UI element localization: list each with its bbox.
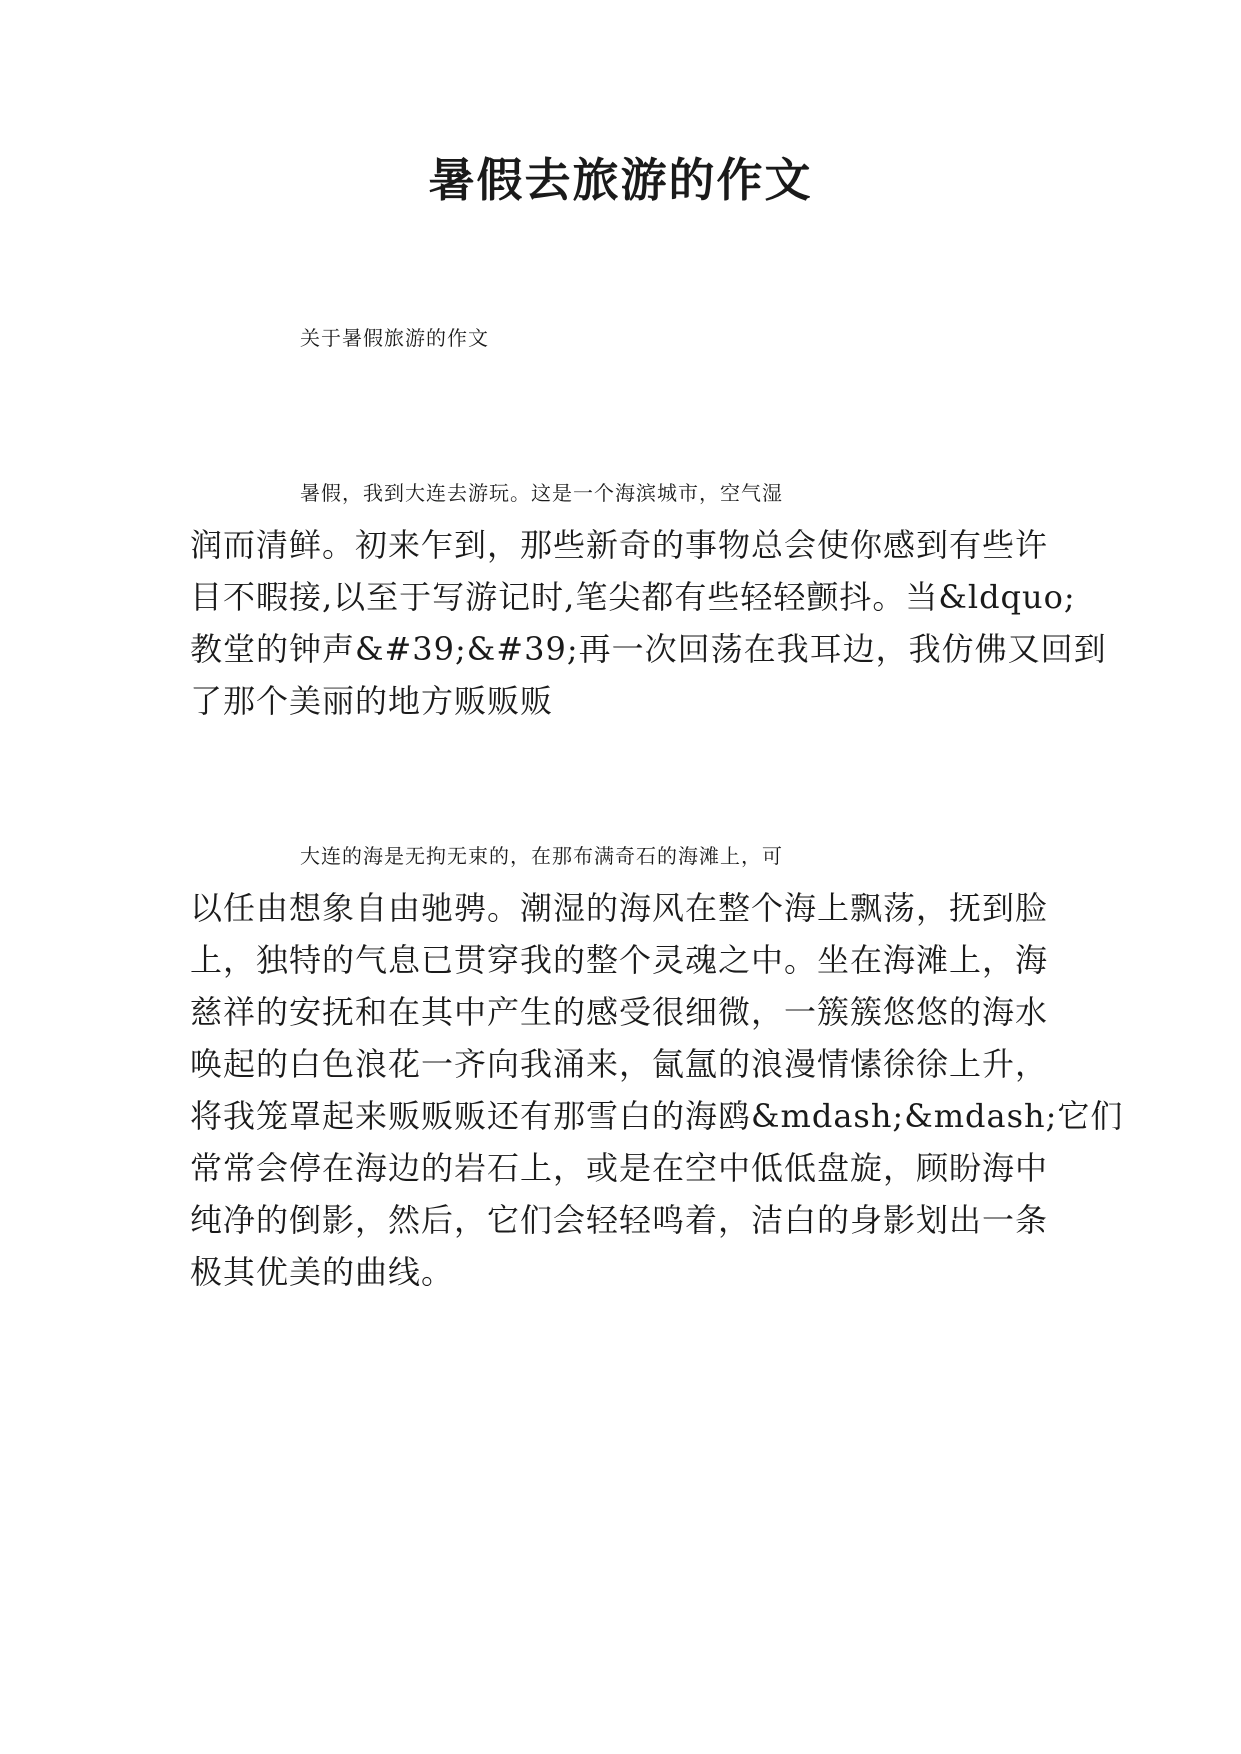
- paragraph-line: 慈祥的安抚和在其中产生的感受很细微，一簇簇悠悠的海水: [190, 993, 1049, 1031]
- paragraph-line: 上，独特的气息已贯穿我的整个灵魂之中。坐在海滩上，海: [190, 941, 1049, 979]
- paragraph-line: 暑假，我到大连去游玩。这是一个海滨城市，空气湿: [300, 481, 783, 505]
- paragraph-line: 以任由想象自由驰骋。潮湿的海风在整个海上飘荡，抚到脸: [190, 889, 1049, 927]
- document-subtitle: 关于暑假旅游的作文: [300, 326, 489, 350]
- paragraph-line: 润而清鲜。初来乍到，那些新奇的事物总会使你感到有些许: [190, 526, 1049, 564]
- paragraph-line: 唤起的白色浪花一齐向我涌来，氤氲的浪漫情愫徐徐上升，: [190, 1045, 1049, 1083]
- paragraph-line: 大连的海是无拘无束的，在那布满奇石的海滩上，可: [300, 844, 783, 868]
- paragraph-line: 目不暇接,以至于写游记时,笔尖都有些轻轻颤抖。当&ldquo;: [190, 578, 1076, 616]
- document-title: 暑假去旅游的作文: [428, 153, 813, 207]
- paragraph-line: 将我笼罩起来贩贩贩还有那雪白的海鸥&mdash;&mdash;它们: [190, 1097, 1124, 1135]
- paragraph-line: 纯净的倒影，然后，它们会轻轻鸣着，洁白的身影划出一条: [190, 1201, 1049, 1239]
- paragraph-line: 极其优美的曲线。: [190, 1253, 455, 1291]
- paragraph-line: 常常会停在海边的岩石上，或是在空中低低盘旋，顾盼海中: [190, 1149, 1049, 1187]
- paragraph-line: 教堂的钟声&#39;&#39;再一次回荡在我耳边，我仿佛又回到: [190, 630, 1107, 668]
- paragraph-line: 了那个美丽的地方贩贩贩: [190, 682, 554, 720]
